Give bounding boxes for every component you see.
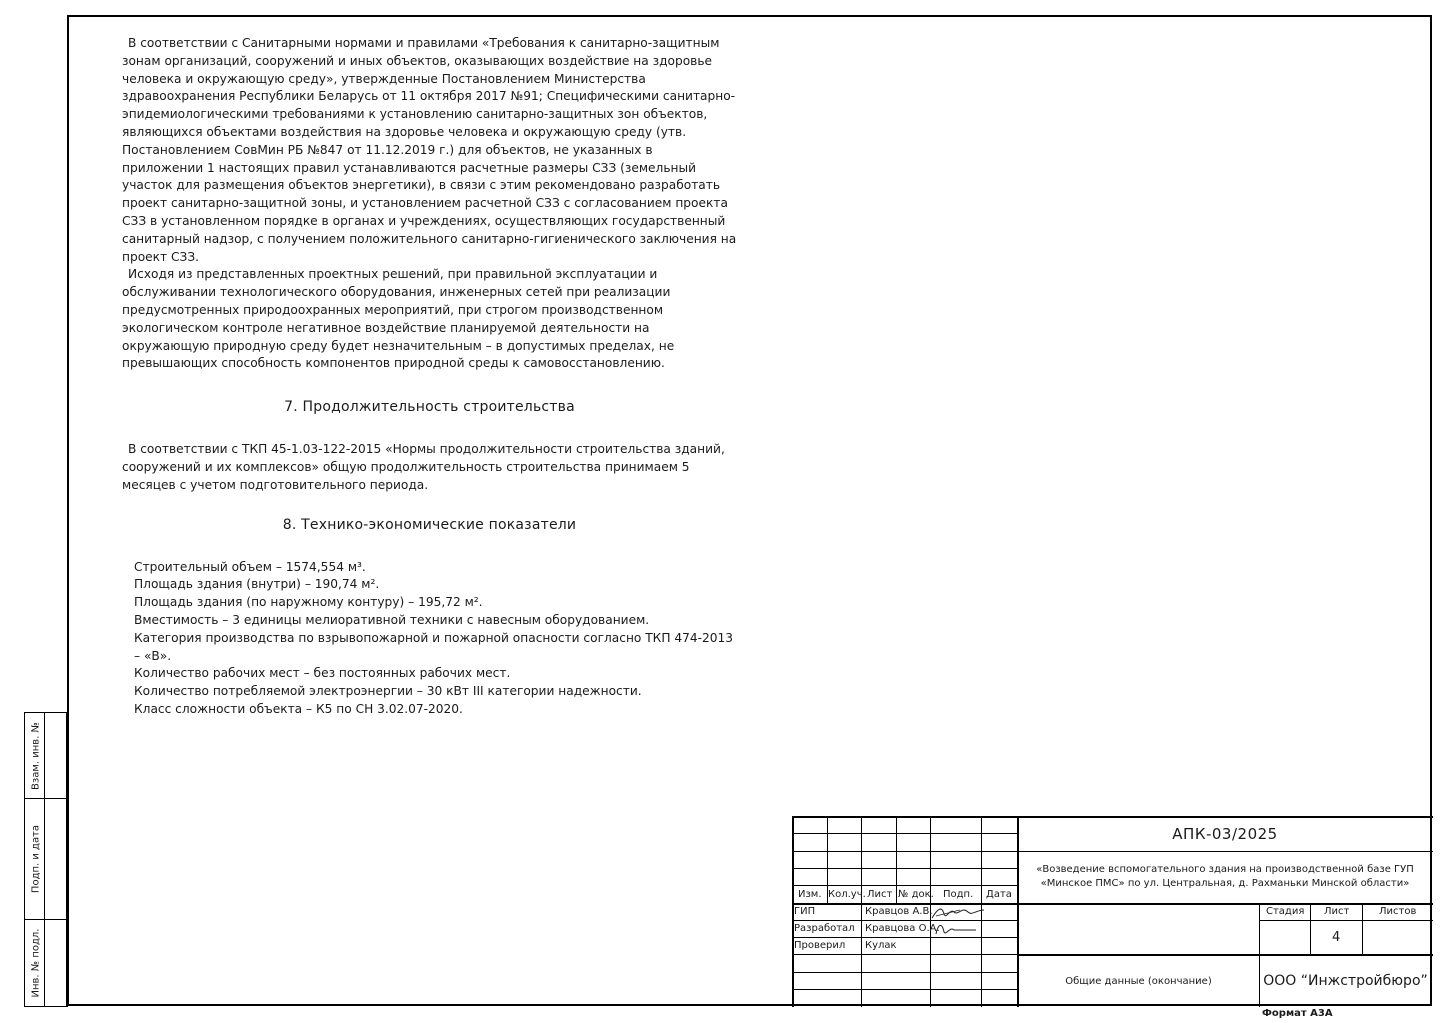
signature-developer — [932, 920, 978, 938]
section-7-text: В соответствии с ТКП 45-1.03-122-2015 «Нормы продолжительности строительства зданий, сооружений и их комплексов» общую продолжительность строительства принимаем 5 месяцев с учетом подготовительного периода. — [122, 442, 725, 492]
name-developer: Кравцова О.А. — [865, 923, 940, 934]
indicator-item: Количество потребляемой электроэнергии – 30 кВт III категории надежности. — [134, 684, 642, 699]
indicator-item: Площадь здания (внутри) – 190,74 м². — [134, 577, 380, 592]
side-strip — [24, 712, 68, 1007]
role-gip: ГИП — [794, 906, 816, 917]
header-list: Лист — [867, 889, 893, 900]
document-code: АПК-03/2025 — [1172, 825, 1278, 843]
sheet-title: Общие данные (окончание) — [1065, 975, 1212, 987]
indicator-item: Класс сложности объекта – К5 по СН 3.02.07-2020. — [134, 701, 463, 716]
format-label: Формат А3А — [1262, 1008, 1333, 1019]
header-ndok: № док. — [898, 889, 934, 900]
header-koluch: Кол.уч. — [828, 889, 866, 900]
indicator-item: Количество рабочих мест – без постоянных рабочих мест. — [134, 666, 511, 681]
sheets-label: Листов — [1379, 906, 1417, 917]
project-name: «Возведение вспомогательного здания на производственной базе ГУП «Минское ПМС» по ул. Центральная, д. Рахманьки Минской области» — [1036, 864, 1414, 889]
indicator-item: Вместимость – 3 единицы мелиоративной техники с навесным оборудованием. — [134, 612, 650, 627]
header-data: Дата — [986, 889, 1012, 900]
section-8-title: 8. Технико-экономические показатели — [282, 516, 577, 533]
name-gip: Кравцов А.В. — [865, 906, 933, 917]
role-checker: Проверил — [794, 940, 846, 951]
sheet-label: Лист — [1324, 906, 1350, 917]
document-body — [122, 35, 737, 719]
indicators-list — [122, 559, 737, 719]
organization-name: ООО “Инжстройбюро” — [1263, 973, 1428, 989]
role-developer: Разработал — [794, 923, 855, 934]
paragraph-2: Исходя из представленных проектных решений, при правильной эксплуатации и обслуживании технологического оборудования, инженерных сетей при реализации предусмотренных природоохранных мероприятий, при строгом производственном экологическом контроле негативное воздействие планируемой деятельности на окружающую природную среду будет незначительным – в допустимых пределах, не превышающих способность компонентов природной среды к самовосстановлению. — [122, 267, 675, 371]
side-cell-inv — [24, 919, 68, 1007]
stage-label: Стадия — [1266, 906, 1305, 917]
sheet-value: 4 — [1332, 930, 1341, 945]
indicator-item: Строительный объем – 1574,554 м³. — [134, 559, 366, 574]
side-cell-vzam — [24, 712, 68, 799]
title-block — [792, 816, 1433, 1007]
indicator-item: Площадь здания (по наружному контуру) – 195,72 м². — [134, 595, 483, 610]
side-label-podp: Подп. и дата — [30, 824, 41, 894]
side-label-vzam: Взам. инв. № — [30, 721, 41, 790]
paragraph-1: В соответствии с Санитарными нормами и правилами «Требования к санитарно-защитным зонам организаций, сооружений и иных объектов, оказывающих воздействие на здоровье человека и окружающую среду», утвержденные Постановлением Министерства здравоохранения Республики Беларусь от 11 октября 2017 №91; Специфическими санитарно-эпидемиологическими требованиями к установлению санитарно-защитных зон объектов, являющихся объектами воздействия на здоровье человека и окружающую среду (утв. Постановлением СовМин РБ №847 от 11.12.2019 г.) для объектов, не указанных в приложении 1 настоящих правил устанавливаются расчетные размеры СЗЗ (земельный участок для размещения объектов энергетики), в связи с этим рекомендовано разработать проект санитарно-защитной зоны, и установлением расчетной СЗЗ с согласованием проекта СЗЗ в установленном порядке в органах и учреждениях, осуществляющих государственный санитарный надзор, с получением положительного санитарно-гигиенического заключения на проект СЗЗ. — [122, 36, 737, 264]
name-checker: Кулак — [865, 940, 897, 951]
side-cell-podp — [24, 798, 68, 920]
section-7-title: 7. Продолжительность строительства — [284, 399, 575, 416]
header-izm: Изм. — [798, 889, 822, 900]
side-label-inv: Инв. № подл. — [30, 928, 41, 998]
indicator-item: Категория производства по взрывопожарной и пожарной опасности согласно ТКП 474-2013 – «В». — [134, 630, 734, 663]
header-podp: Подп. — [943, 889, 974, 900]
